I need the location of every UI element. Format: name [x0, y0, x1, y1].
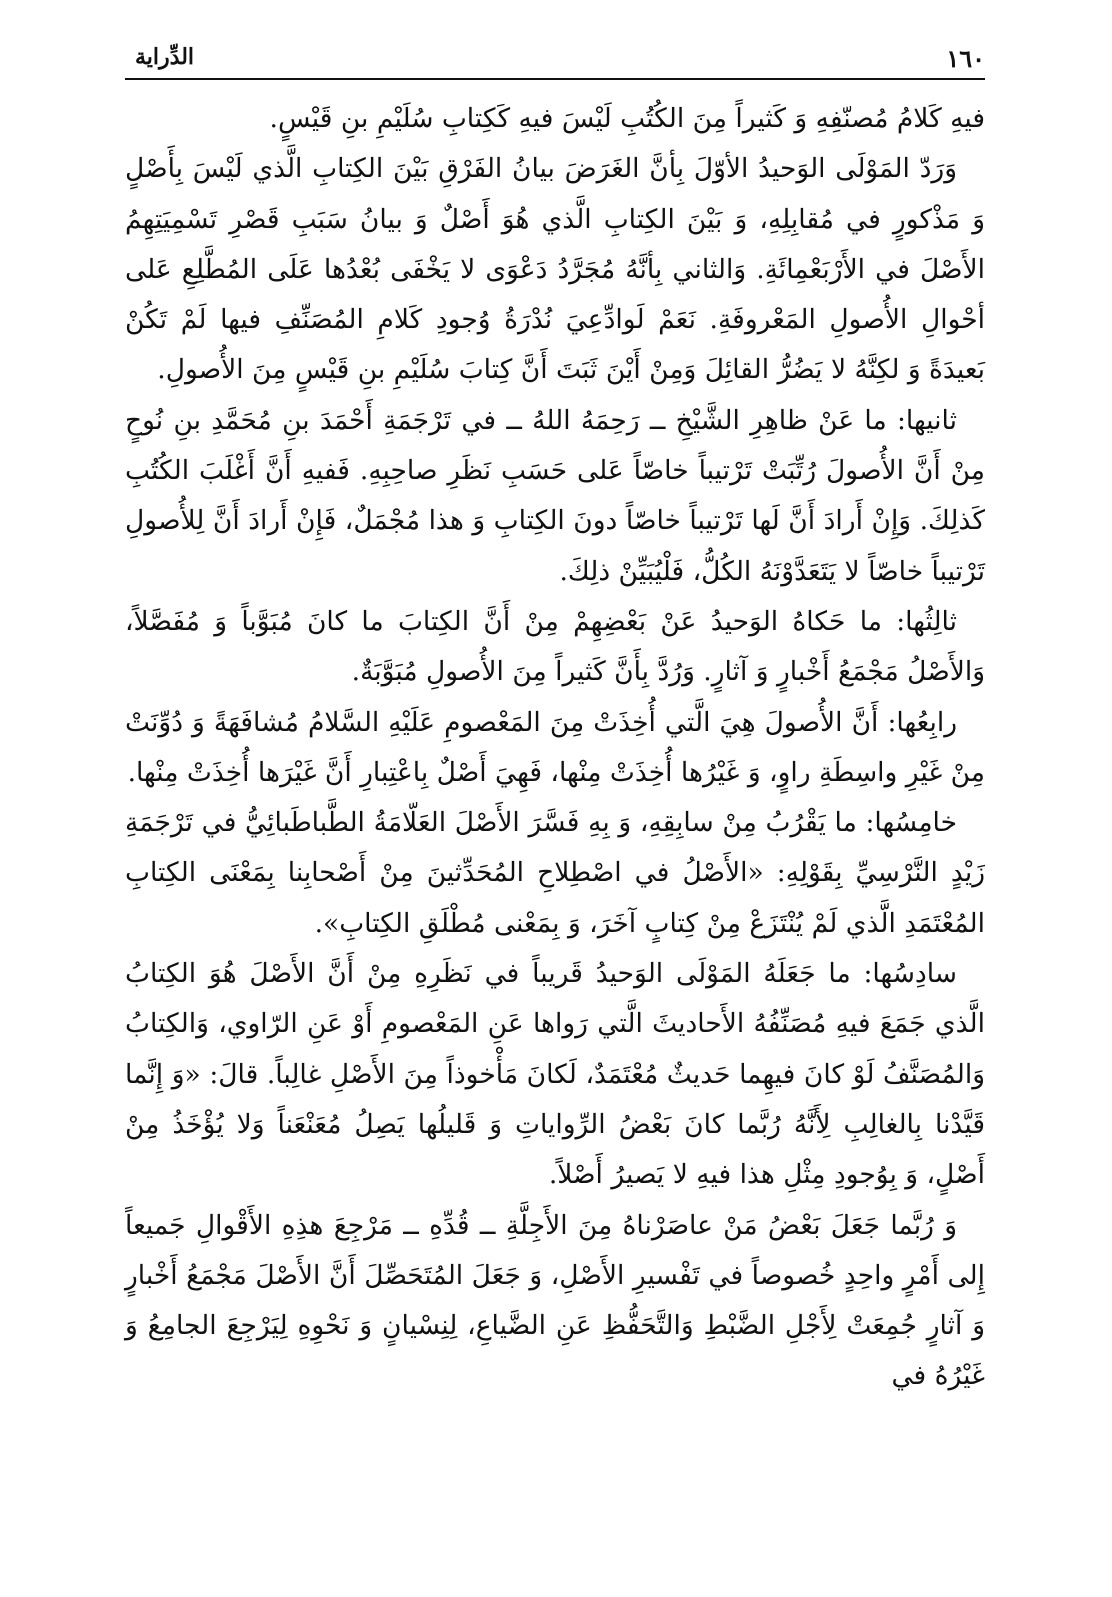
page-number: ١٦٠ — [946, 44, 985, 73]
paragraph-fourth-opinion: رابِعُها: أَنَّ الأُصولَ هِيَ الَّتي أُخِذَتْ مِنَ المَعْصومِ عَلَيْهِ السَّلامُ مُشافَهَةً وَ دُوِّنَتْ مِنْ غَيْرِ واسِطَةِ راوٍ، وَ غَيْرُها أُخِذَتْ مِنْها، فَهِيَ أَصْلٌ بِاعْتِبارِ أَنَّ غَيْرَها أُخِذَتْ مِنْها. — [125, 706, 985, 788]
body-text — [125, 94, 985, 1402]
paragraph-continuation: فيهِ كَلامُ مُصنّفِهِ وَ كَثيراً مِنَ الكُتُبِ لَيْسَ فيهِ كَكِتابِ سُلَيْمِ بنِ قَيْسٍ. — [269, 103, 985, 134]
paragraph-wahid-reply: وَرَدّ المَوْلَى الوَحيدُ الأوّلَ بِأنَّ الغَرَضَ بيانُ الفَرْقِ بَيْنَ الكِتابِ الَّذي لَيْسَ بِأَصْلٍ وَ مَذْكورٍ في مُقابِلِهِ، وَ بَيْنَ الكِتابِ الَّذي هُوَ أَصْلٌ وَ بيانُ سَبَبِ قَصْرِ تَسْمِيَتِهِمُ الأَصْلَ في الأَرْبَعْمِائَةِ. وَالثاني بِأنَّهُ مُجَرَّدُ دَعْوَى لا يَخْفَى بُعْدُها عَلَى المُطَّلِعِ عَلى أحْوالِ الأُصولِ المَعْروفَةِ. نَعَمْ لَوادِّعِيَ نُدْرَةُ وُجودِ كَلامِ المُصَنِّفِ فيها لَمْ تَكُنْ بَعيدَةً وَ لكِنَّهُ لا يَضُرُّ القائِلَ وَمِنْ أَيْنَ ثَبَتَ أَنَّ كِتابَ سُلَيْمِ بنِ قَيْسٍ مِنَ الأُصولِ. — [125, 153, 985, 386]
book-page — [125, 38, 985, 1578]
paragraph-second-opinion: ثانيها: ما عَنْ ظاهِرِ الشَّيْخِ ــ رَحِمَهُ اللهُ ــ في تَرْجَمَةِ أَحْمَدَ بنِ مُحَمَّدِ بنِ نُوحٍ مِنْ أَنَّ الأُصولَ رُتِّبَتْ تَرْتيباً خاصّاً عَلى حَسَبِ نَظَرِ صاحِبِهِ. فَفيهِ أَنَّ أَغْلَبَ الكُتُبِ كَذلِكَ. وَإِنْ أَرادَ أَنَّ لَها تَرْتيباً خاصّاً دونَ الكِتابِ وَ هذا مُجْمَلٌ، فَإِنْ أَرادَ أَنَّ لِلأُصولِ تَرْتيباً خاصّاً لا يَتَعَدَّوْنَهُ الكُلُّ، فَلْيُبَيِّنْ ذلِكَ. — [125, 404, 985, 587]
paragraph-fifth-opinion: خامِسُها: ما يَقْرُبُ مِنْ سابِقِهِ، وَ بِهِ فَسَّرَ الأَصْلَ العَلّامَةُ الطَّباطَبائِيُّ في تَرْجَمَةِ زَيْدٍ النَّرْسِيِّ بِقَوْلِهِ: «الأَصْلُ في اصْطِلاحِ المُحَدِّثينَ مِنْ أَصْحابِنا بِمَعْنَى الكِتابِ المُعْتَمَدِ الَّذي لَمْ يُنْتَزَعْ مِنْ كِتابٍ آخَرَ، وَ بِمَعْنى مُطْلَقِ الكِتابِ». — [125, 807, 985, 939]
paragraph-third-opinion: ثالِثُها: ما حَكاهُ الوَحيدُ عَنْ بَعْضِهِمْ مِنْ أَنَّ الكِتابَ ما كانَ مُبَوَّباً وَ مُفَصَّلاً، وَالأَصْلُ مَجْمَعُ أَخْبارٍ وَ آثارٍ. وَرُدَّ بِأَنَّ كَثيراً مِنَ الأُصولِ مُبَوَّبَةٌ. — [125, 605, 985, 688]
paragraph-contemporary-view: وَ رُبَّما جَعَلَ بَعْضُ مَنْ عاصَرْناهُ مِنَ الأَجِلَّةِ ــ قُدِّهِ ــ مَرْجِعَ هذِهِ الأَقْوالِ جَميعاً إِلى أَمْرٍ واحِدٍ خُصوصاً في تَفْسيرِ الأَصْلِ، وَ جَعَلَ المُتَحَصِّلَ أَنَّ الأَصْلَ مَجْمَعُ أَخْبارٍ وَ آثارٍ جُمِعَتْ لِأَجْلِ الضَّبْطِ وَالتَّحَفُّظِ عَنِ الضَّياعِ، لِنِسْيانٍ وَ نَحْوِهِ لِيَرْجِعَ الجامِعُ وَ غَيْرُهُ في — [125, 1209, 985, 1392]
page-header — [125, 38, 985, 80]
paragraph-sixth-opinion: سادِسُها: ما جَعَلَهُ المَوْلَى الوَحيدُ قَريباً في نَظَرِهِ مِنْ أَنَّ الأَصْلَ هُوَ الكِتابُ الَّذي جَمَعَ فيهِ مُصَنِّفُهُ الأَحاديثَ الَّتي رَواها عَنِ المَعْصومِ أَوْ عَنِ الرّاوي، وَالكِتابُ وَالمُصَنَّفُ لَوْ كانَ فيهِما حَديثٌ مُعْتَمَدٌ، لَكانَ مَأْخوذاً مِنَ الأَصْلِ غالِباً. قالَ: «وَ إِنَّما قَيَّدْنا بِالغالِبِ لِأَنَّهُ رُبَّما كانَ بَعْضُ الرِّواياتِ وَ قَليلُها يَصِلُ مُعَنْعَناً وَلا يُؤْخَذُ مِنْ أَصْلٍ، وَ بِوُجودِ مِثْلِ هذا فيهِ لا يَصيرُ أَصْلاً. — [125, 958, 985, 1191]
running-title: الدِّراية — [135, 44, 195, 70]
